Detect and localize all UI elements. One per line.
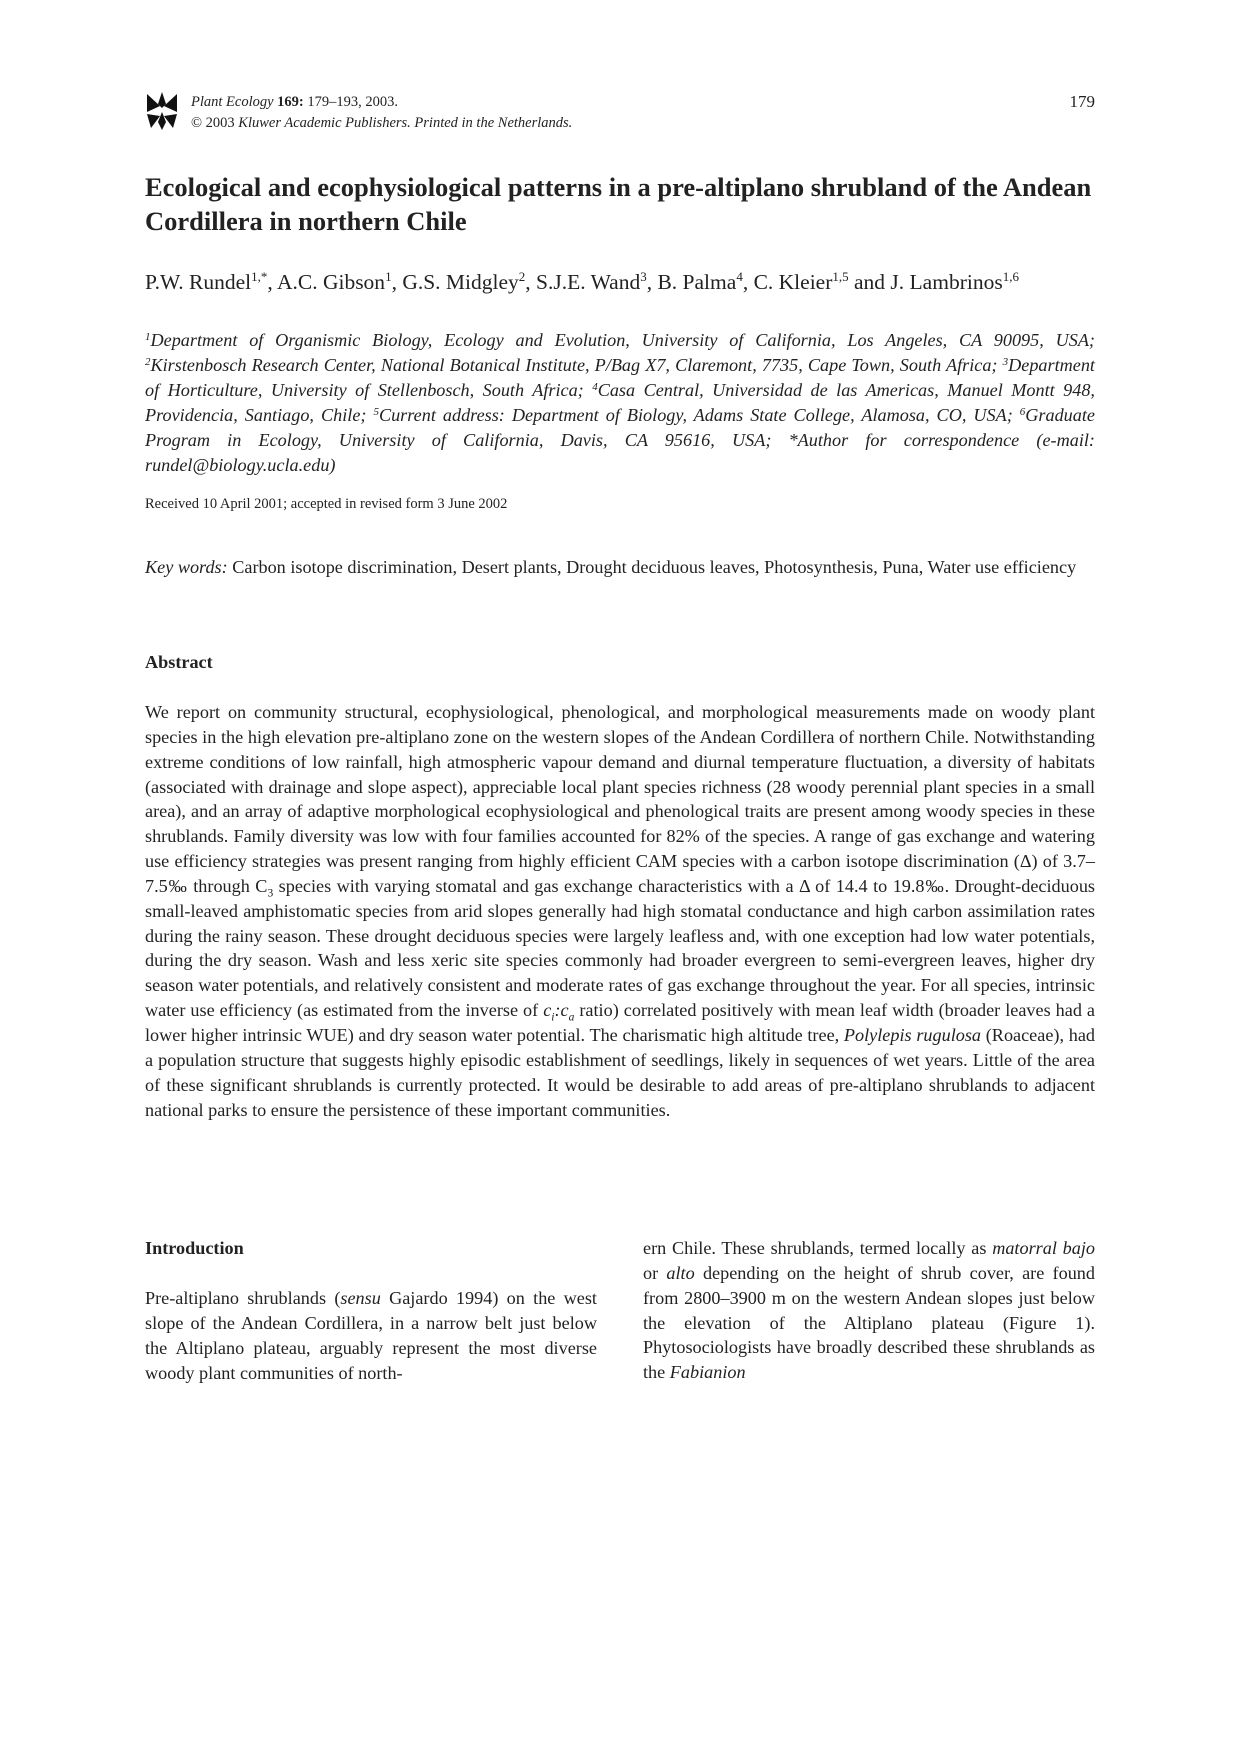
- received-date: Received 10 April 2001; accepted in revised form 3 June 2002: [145, 496, 508, 512]
- copyright-line: [191, 113, 572, 134]
- author-affiliation-marker: 1,5: [832, 269, 849, 284]
- page-number: 179: [1069, 92, 1095, 111]
- author-affiliation-marker: 1: [385, 269, 392, 284]
- author-separator: ,: [742, 270, 754, 294]
- author-separator: ,: [646, 270, 658, 294]
- introduction-left-text: [145, 1286, 597, 1385]
- introduction-heading: Introduction: [145, 1238, 244, 1258]
- alto-term: alto: [666, 1262, 695, 1283]
- affiliation-text: Department of Horticulture, University of Stellenbosch, South Africa;: [145, 355, 1095, 400]
- author-list: [145, 268, 1095, 296]
- ca-subscript: a: [568, 1011, 575, 1024]
- author-name: J. Lambrinos: [890, 270, 1003, 294]
- species-name: Polylepis rugulosa: [843, 1024, 982, 1045]
- affiliation-text: Department of Organismic Biology, Ecology and Evolution, University of California, Los Angeles, CA 90095, USA;: [150, 330, 1095, 350]
- abstract-part-3: ratio) correlated positively with mean leaf width (broader leaves had a lower higher intrinsic WUE) and dry season water potential. The charismatic high altitude tree,: [145, 1000, 1095, 1045]
- affiliation-text: Casa Central, Universidad de las Americas, Manuel Montt 948, Providencia, Santiago, Chile;: [145, 380, 1095, 425]
- affiliation-marker: 1: [145, 331, 151, 343]
- abstract-part-4: (Roaceae), had a population structure that suggests highly episodic establishment of seedlings, likely in sequences of wet years. Little of the area of these significant shrublands is currently protected. It would be desirable to add areas of pre-altiplano shrublands to adjacent national parks to ensure the persistence of these important communities.: [145, 1024, 1095, 1120]
- sensu-term: sensu: [340, 1288, 381, 1308]
- affiliation-marker: 2: [145, 356, 151, 368]
- publisher-logo-icon: [145, 92, 179, 130]
- affiliation-text: Current address: Department of Biology, Adams State College, Alamosa, CO, USA;: [378, 405, 1020, 425]
- author-affiliation-marker: 1,*: [251, 269, 268, 284]
- abstract-heading: Abstract: [145, 652, 213, 672]
- ci-base: c: [543, 1000, 552, 1021]
- c3-subscript: 3: [267, 887, 274, 900]
- abstract-part-1: We report on community structural, ecophysiological, phenological, and morphological measurements made on woody plant species in the high elevation pre-altiplano zone on the western slopes of the Andean Cordillera of northern Chile. Notwithstanding extreme conditions of low rainfall, high atmospheric vapour demand and diurnal temperature fluctuation, a diversity of habitats (associated with drainage and slope aspect), appreciable local plant species richness (28 woody perennial plant species in a small area), and an array of adaptive morphological ecophysiological and phenological traits are present among woody species in these shrublands. Family diversity was low with four families accounted for 82% of the species. A range of gas exchange and watering use efficiency strategies was present ranging from highly efficient CAM species with a carbon isotope discrimination (Δ) of 3.7–7.5‰ through C: [145, 702, 1095, 896]
- author-separator: ,: [525, 270, 537, 294]
- fabianion-term: Fabianion: [669, 1362, 746, 1383]
- introduction-right-text: [643, 1236, 1095, 1385]
- author-name: P.W. Rundel: [145, 270, 252, 294]
- affiliation-marker: 3: [1002, 356, 1009, 368]
- author-separator: ,: [391, 270, 403, 294]
- matorral-term: matorral bajo: [992, 1238, 1095, 1258]
- affiliation-marker: 5: [373, 406, 379, 418]
- ci-subscript: i: [551, 1011, 555, 1024]
- copyright-year: © 2003: [191, 115, 235, 131]
- author-name: S.J.E. Wand: [536, 270, 641, 294]
- ci-ca-ratio: [543, 1000, 575, 1024]
- intro-left-part-b: Gajardo 1994) on the west slope of the Andean Cordillera, in a narrow belt just below the Altiplano plateau, arguably represent the most diverse woody plant communities of north-: [145, 1288, 597, 1383]
- journal-citation: [191, 92, 572, 134]
- author-affiliation-marker: 4: [736, 269, 743, 284]
- affiliation-text: Kirstenbosch Research Center, National Botanical Institute, P/Bag X7, Claremont, 7735, Cape Town, South Africa;: [150, 355, 1003, 375]
- author-affiliation-marker: 2: [518, 269, 526, 284]
- abstract-text: [145, 700, 1095, 1122]
- ratio-colon: :: [554, 1000, 561, 1021]
- journal-volume: 169:: [277, 94, 304, 110]
- left-column: [145, 1236, 597, 1385]
- intro-right-part-a: ern Chile. These shrublands, termed locally as: [643, 1238, 993, 1258]
- journal-name: Plant Ecology: [191, 94, 274, 110]
- affiliation-marker: 4: [592, 381, 598, 393]
- author-name: A.C. Gibson: [276, 270, 386, 294]
- journal-pages-year: 179–193, 2003.: [307, 94, 399, 110]
- affiliation-text: Graduate Program in Ecology, University of California, Davis, CA 95616, USA; *Author for correspondence (e-mail: rundel@biology.ucla.edu): [145, 405, 1095, 475]
- keywords-text: Carbon isotope discrimination, Desert plants, Drought deciduous leaves, Photosynthesis, Puna, Water use efficiency: [232, 557, 1077, 577]
- keywords: [145, 555, 1095, 580]
- author-affiliation-marker: 3: [640, 269, 647, 284]
- affiliation-marker: 6: [1019, 406, 1026, 418]
- intro-right-part-b: depending on the height of shrub cover, are found from 2800–3900 m on the western Andean slopes just below the elevation of the Altiplano plateau (Figure 1). Phytosociologists have broadly described these shrublands as the: [643, 1262, 1095, 1383]
- journal-header: [145, 92, 1095, 136]
- author-affiliation-marker: 1,6: [1002, 269, 1019, 284]
- author-name: C. Kleier: [753, 270, 833, 294]
- author-name: B. Palma: [657, 270, 737, 294]
- intro-right-or: or: [643, 1262, 667, 1283]
- publisher-line: Kluwer Academic Publishers. Printed in the Netherlands.: [238, 115, 573, 131]
- author-separator: ,: [267, 270, 277, 294]
- ca-base: c: [560, 1000, 569, 1021]
- article-title: Ecological and ecophysiological patterns in a pre-altiplano shrubland of the Andean Cordillera in northern Chile: [145, 172, 1092, 236]
- abstract-part-2: species with varying stomatal and gas exchange characteristics with a Δ of 14.4 to 19.8‰. Drought-deciduous small-leaved amphistomatic species from arid slopes generally had high stomatal conductance and high carbon assimilation rates during the rainy season. These drought deciduous species were largely leafless and, with one exception had low water potentials, during the dry season. Wash and less xeric site species commonly had broader evergreen to semi-evergreen leaves, higher dry season water potentials, and relatively consistent and moderate rates of gas exchange throughout the year. For all species, intrinsic water use efficiency (as estimated from the inverse of: [145, 875, 1096, 1021]
- right-column: [643, 1236, 1095, 1385]
- intro-left-part-a: Pre-altiplano shrublands (: [145, 1288, 341, 1308]
- author-name: G.S. Midgley: [402, 270, 519, 294]
- keywords-label: Key words:: [145, 557, 228, 577]
- journal-line: [191, 92, 572, 113]
- author-separator: and: [848, 270, 891, 294]
- affiliations: [145, 328, 1095, 478]
